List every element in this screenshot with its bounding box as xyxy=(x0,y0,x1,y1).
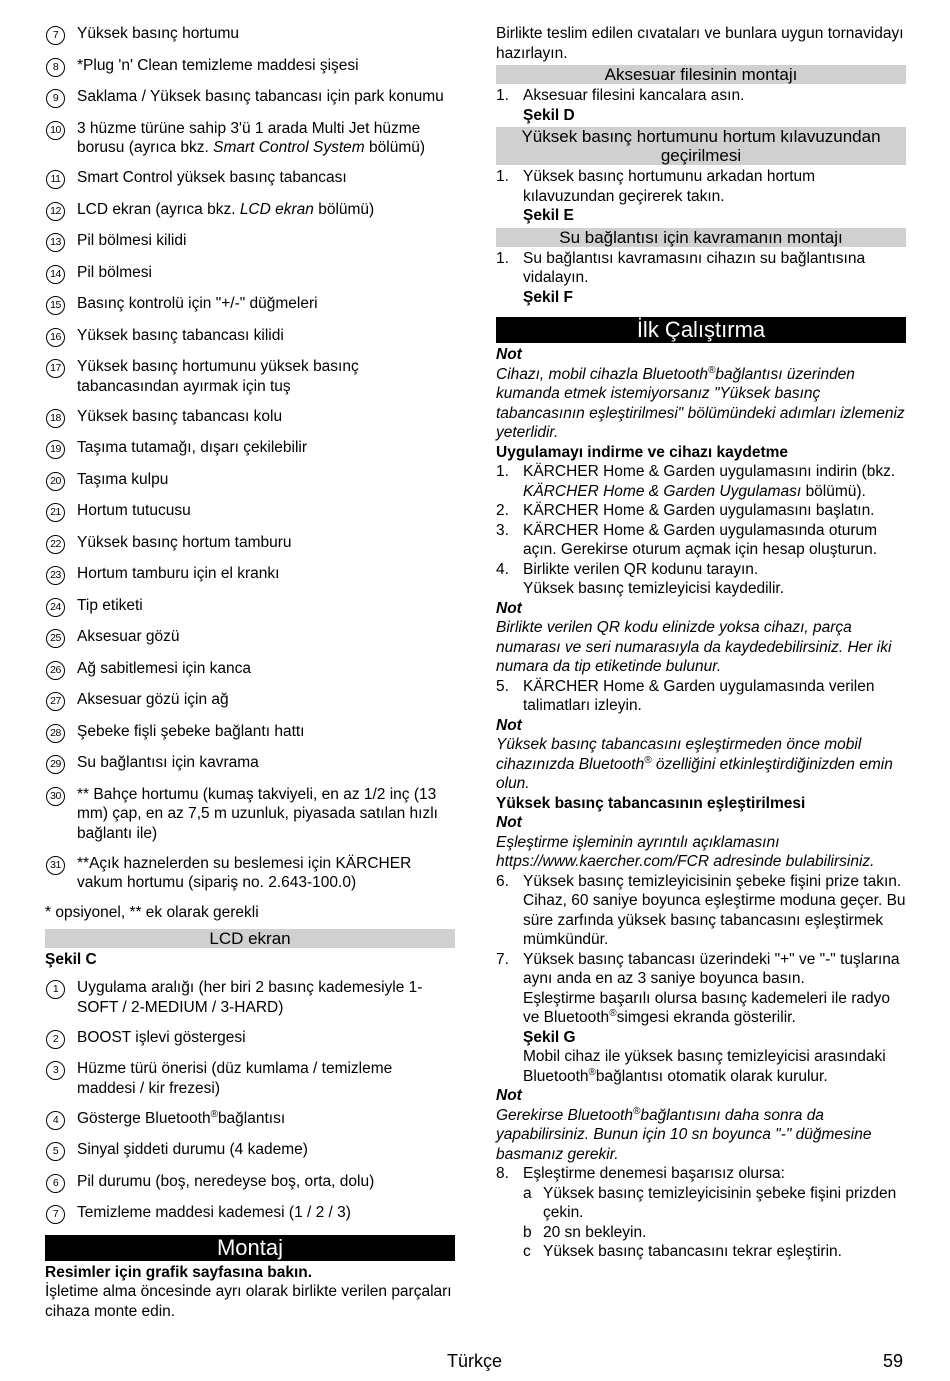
item-text: Basınç kontrolü için "+/-" düğmeleri xyxy=(77,295,318,312)
left-column xyxy=(45,24,455,1321)
item-text: Yüksek basınç hortumunu yüksek basınç tabancasından ayırmak için tuş xyxy=(77,358,359,395)
list-item xyxy=(45,1059,455,1098)
note-label: Not xyxy=(496,716,522,734)
list-item xyxy=(45,168,455,189)
footer-language: Türkçe xyxy=(447,1351,503,1371)
item-text: Taşıma kulpu xyxy=(77,470,169,488)
note-text: Gerekirse Bluetooth®bağlantısını daha sonra da yapabilirsiniz. Bunun için 10 sn boyunca "-" düğmesine basmanız gerekir. xyxy=(496,1105,872,1163)
item-number-badge: 9 xyxy=(46,89,65,108)
heading-first-start: İlk Çalıştırma xyxy=(496,317,906,343)
note-label: Not xyxy=(496,346,522,363)
item-number-badge: 11 xyxy=(46,170,65,189)
item-number-badge: 1 xyxy=(46,980,65,999)
item-text: Yüksek basınç hortumu xyxy=(77,25,239,42)
montaj-graphic-ref: Resimler için grafik sayfasına bakın. xyxy=(45,1263,313,1281)
step: 1. Su bağlantısı kavramasını cihazın su bağlantısına vidalayın. Şekil F xyxy=(496,249,866,306)
item-text: Gösterge Bluetooth®bağlantısı xyxy=(77,1108,286,1127)
item-number-badge: 30 xyxy=(46,787,65,806)
figure-ref: Şekil D xyxy=(523,106,575,124)
step: 2. KÄRCHER Home & Garden uygulamasını başlatın. xyxy=(496,502,875,519)
item-number-badge: 28 xyxy=(46,724,65,743)
item-number-badge: 4 xyxy=(46,1111,65,1130)
step: 6. Yüksek basınç temizleyicisinin şebeke fişini prize takın. Cihaz, 60 saniye boyunca eşleştirme moduna geçer. Bu süre zarfında yüksek basınç tabancasını eşleştirmek mümkündür. xyxy=(496,872,906,948)
substep: b 20 sn bekleyin. xyxy=(523,1223,647,1241)
subheading-pairing: Yüksek basınç tabancasının eşleştirilmesi xyxy=(496,794,806,812)
item-number-badge: 27 xyxy=(46,692,65,711)
item-number-badge: 29 xyxy=(46,755,65,774)
list-item xyxy=(45,407,455,428)
list-item xyxy=(45,501,455,522)
list-item xyxy=(45,263,455,284)
list-item xyxy=(45,533,455,554)
note-text: Eşleştirme işleminin ayrıntılı açıklamasını https://www.kaercher.com/FCR adresinde bulabilirsiniz. xyxy=(496,833,875,870)
list-item xyxy=(45,326,455,347)
item-number-badge: 26 xyxy=(46,661,65,680)
heading-hose-guide: Yüksek basınç hortumunu hortum kılavuzundan geçirilmesi xyxy=(496,127,906,165)
item-number-badge: 6 xyxy=(46,1174,65,1193)
step: 8. Eşleştirme denemesi başarısız olursa: xyxy=(496,1165,785,1182)
list-item xyxy=(45,357,455,396)
item-number-badge: 25 xyxy=(46,629,65,648)
item-number-badge: 18 xyxy=(46,409,65,428)
list-item xyxy=(45,87,455,108)
item-text: Aksesuar gözü xyxy=(77,628,180,645)
item-number-badge: 7 xyxy=(46,26,65,45)
item-number-badge: 7 xyxy=(46,1205,65,1224)
list-item xyxy=(45,854,455,893)
item-text: BOOST işlevi göstergesi xyxy=(77,1028,246,1046)
step: 3. KÄRCHER Home & Garden uygulamasında oturum açın. Gerekirse oturum açmak için hesap oluşturun. xyxy=(496,521,878,558)
note-label: Not xyxy=(496,599,522,617)
list-item xyxy=(45,200,455,221)
item-text: Yüksek basınç hortum tamburu xyxy=(77,533,292,551)
item-text: Yüksek basınç tabancası kilidi xyxy=(77,326,284,344)
item-number-badge: 16 xyxy=(46,328,65,347)
item-text: Yüksek basınç tabancası kolu xyxy=(77,407,283,425)
list-item xyxy=(45,785,455,844)
list-item xyxy=(45,722,455,743)
step: 7. Yüksek basınç tabancası üzerindeki "+" ve "-" tuşlarına aynı anda en az 3 saniye boyunca basın. Eşleştirme başarılı olursa basınç kademeleri ile radyo ve Bluetooth®simgesi ekranda gösterilir. Şekil G Mobil cihaz ile yüksek basınç temizleyicisi arasındaki Bluetooth®bağlantısı otomatik olarak kurulur. xyxy=(496,950,900,1085)
item-number-badge: 17 xyxy=(46,359,65,378)
list-item xyxy=(45,1028,455,1049)
item-number-badge: 21 xyxy=(46,503,65,522)
item-text: *Plug 'n' Clean temizleme maddesi şişesi xyxy=(77,56,359,74)
item-text: Taşıma tutamağı, dışarı çekilebilir xyxy=(77,439,308,456)
list-item xyxy=(45,627,455,648)
right-column xyxy=(496,24,906,1262)
item-number-badge: 15 xyxy=(46,296,65,315)
substep: a Yüksek basınç temizleyicisinin şebeke fişini prizden çekin. xyxy=(523,1184,897,1221)
item-number-badge: 5 xyxy=(46,1142,65,1161)
item-number-badge: 31 xyxy=(46,856,65,875)
parts-list xyxy=(45,24,455,893)
lcd-heading: LCD ekran xyxy=(45,929,455,948)
item-text: Temizleme maddesi kademesi (1 / 2 / 3) xyxy=(77,1204,351,1221)
heading-water-coupling: Su bağlantısı için kavramanın montajı xyxy=(496,228,906,247)
montaj-heading: Montaj xyxy=(45,1235,455,1261)
note-text: Birlikte verilen QR kodu elinizde yoksa cihazı, parça numarası ve seri numarasıyla da kaydedebilirsiniz. Her iki numara da tip etiketinde bulunur. xyxy=(496,619,892,675)
item-number-badge: 20 xyxy=(46,472,65,491)
heading-accessory-net: Aksesuar filesinin montajı xyxy=(496,65,906,84)
item-number-badge: 22 xyxy=(46,535,65,554)
item-number-badge: 23 xyxy=(46,566,65,585)
item-text: LCD ekran (ayrıca bkz. LCD ekran bölümü) xyxy=(77,200,375,218)
item-number-badge: 13 xyxy=(46,233,65,252)
list-item xyxy=(45,1172,455,1193)
item-text: Pil bölmesi kilidi xyxy=(77,232,187,249)
list-item xyxy=(45,1140,455,1161)
list-item xyxy=(45,690,455,711)
page-number: 59 xyxy=(883,1351,904,1371)
item-text: ** Bahçe hortumu (kumaş takviyeli, en az 1/2 inç (13 mm) çap, en az 7,5 m uzunluk, piyasada satılan hızlı bağlantı ile) xyxy=(77,785,438,842)
substep: c Yüksek basınç tabancasını tekrar eşleştirin. xyxy=(523,1243,842,1260)
item-text: Pil durumu (boş, neredeyse boş, orta, dolu) xyxy=(77,1172,375,1190)
item-text: Smart Control yüksek basınç tabancası xyxy=(77,169,347,186)
list-item xyxy=(45,753,455,774)
list-item xyxy=(45,1203,455,1224)
item-number-badge: 3 xyxy=(46,1061,65,1080)
item-text: Ağ sabitlemesi için kanca xyxy=(77,659,252,677)
note-label: Not xyxy=(496,814,522,831)
note-text: Cihazı, mobil cihazla Bluetooth®bağlantısı üzerinden kumanda etmek istemiyorsanız "Yüksek basınç tabancasının eşleştirilmesi" bölümündeki adımları izlemeniz yeterlidir. xyxy=(496,364,905,441)
step: 4. Birlikte verilen QR kodunu tarayın. Yüksek basınç temizleyicisi kaydedilir. xyxy=(496,560,785,597)
item-number-badge: 10 xyxy=(46,121,65,140)
list-item xyxy=(45,294,455,315)
figure-ref: Şekil E xyxy=(523,207,574,224)
item-text: Uygulama aralığı (her biri 2 basınç kademesiyle 1-SOFT / 2-MEDIUM / 3-HARD) xyxy=(77,979,423,1016)
list-item xyxy=(45,56,455,77)
item-text: 3 hüzme türüne sahip 3'ü 1 arada Multi Jet hüzme borusu (ayrıca bkz. Smart Control System bölümü) xyxy=(77,119,426,156)
item-text: Tip etiketi xyxy=(77,596,143,614)
list-item xyxy=(45,470,455,491)
list-item xyxy=(45,659,455,680)
list-item xyxy=(45,1109,455,1130)
item-text: Sinyal şiddeti durumu (4 kademe) xyxy=(77,1141,308,1158)
figure-ref: Şekil F xyxy=(523,288,573,306)
note-text: Yüksek basınç tabancasını eşleştirmeden önce mobil cihazınızda Bluetooth® özelliğini etkinleştirdiğinizden emin olun. xyxy=(496,736,893,792)
step: 5. KÄRCHER Home & Garden uygulamasında verilen talimatları izleyin. xyxy=(496,677,875,714)
list-item xyxy=(45,978,455,1017)
list-item xyxy=(45,564,455,585)
step: 1. KÄRCHER Home & Garden uygulamasını indirin (bkz. KÄRCHER Home & Garden Uygulaması bölümü). xyxy=(496,463,896,500)
item-text: Aksesuar gözü için ağ xyxy=(77,691,229,708)
item-text: **Açık haznelerden su beslemesi için KÄRCHER vakum hortumu (sipariş no. 2.643-100.0) xyxy=(77,854,412,891)
item-text: Pil bölmesi xyxy=(77,263,152,281)
item-number-badge: 12 xyxy=(46,202,65,221)
subheading-app: Uygulamayı indirme ve cihazı kaydetme xyxy=(496,443,789,461)
intro-text: Birlikte teslim edilen cıvataları ve bunlara uygun tornavidayı hazırlayın. xyxy=(496,25,904,62)
list-item xyxy=(45,231,455,252)
footnote: * opsiyonel, ** ek olarak gerekli xyxy=(45,904,259,921)
item-number-badge: 8 xyxy=(46,58,65,77)
item-text: Hortum tutucusu xyxy=(77,502,191,519)
list-item xyxy=(45,438,455,459)
montaj-text: İşletime alma öncesinde ayrı olarak birlikte verilen parçaları cihaza monte edin. xyxy=(45,1283,452,1320)
item-number-badge: 2 xyxy=(46,1030,65,1049)
list-item xyxy=(45,596,455,617)
item-text: Saklama / Yüksek basınç tabancası için park konumu xyxy=(77,88,444,105)
item-text: Hüzme türü önerisi (düz kumlama / temizleme maddesi / kir frezesi) xyxy=(77,1060,393,1097)
item-number-badge: 24 xyxy=(46,598,65,617)
list-item xyxy=(45,119,455,158)
item-text: Şebeke fişli şebeke bağlantı hattı xyxy=(77,722,305,740)
list-item xyxy=(45,24,455,45)
item-number-badge: 19 xyxy=(46,440,65,459)
item-number-badge: 14 xyxy=(46,265,65,284)
step: 1. Aksesuar filesini kancalara asın. Şekil D xyxy=(496,87,745,124)
figure-ref: Şekil G xyxy=(523,1028,576,1046)
step: 1. Yüksek basınç hortumunu arkadan hortum kılavuzundan geçirerek takın. Şekil E xyxy=(496,168,816,224)
lcd-list xyxy=(45,978,455,1224)
note-label: Not xyxy=(496,1087,522,1104)
item-text: Su bağlantısı için kavrama xyxy=(77,754,259,771)
lcd-figure-ref: Şekil C xyxy=(45,950,97,968)
item-text: Hortum tamburu için el krankı xyxy=(77,565,280,582)
